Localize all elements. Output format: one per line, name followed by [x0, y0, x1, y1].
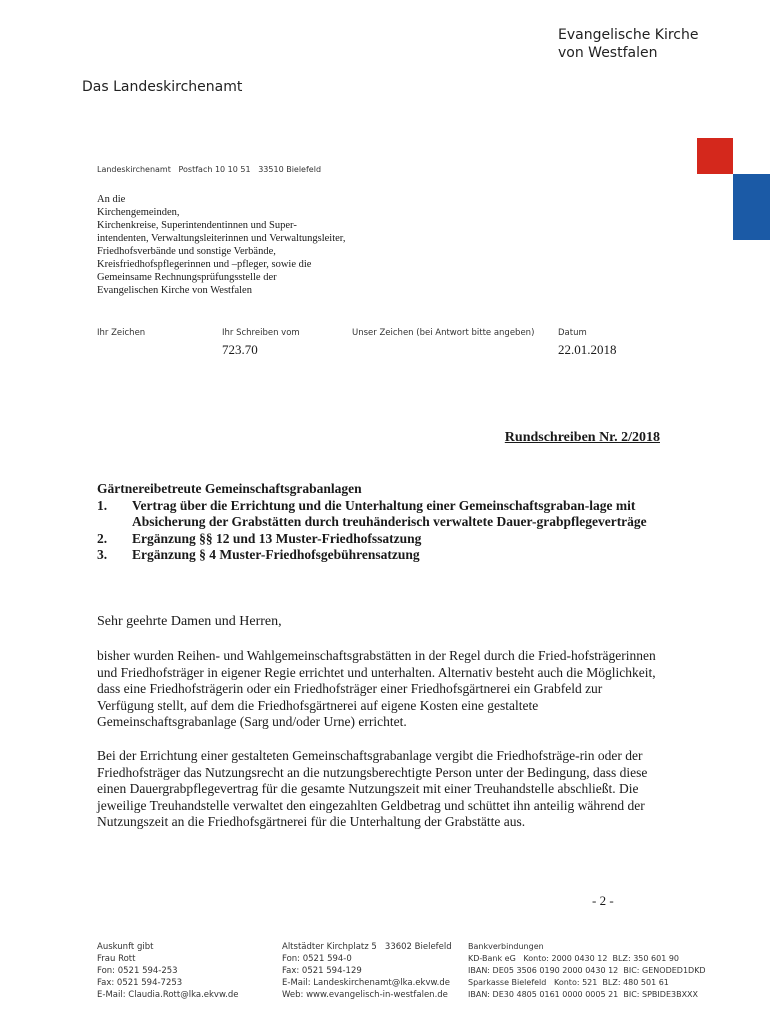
- footer-line: Bankverbindungen: [468, 942, 544, 951]
- sender-return-line: Landeskirchenamt Postfach 10 10 51 33510 Bielefeld: [97, 165, 322, 174]
- footer-line: Sparkasse Bielefeld Konto: 521 BLZ: 480 501 61: [468, 978, 669, 987]
- body-paragraph-2: Bei der Errichtung einer gestalteten Gemeinschaftsgrabanlage vergibt die Friedhofsträge-rin oder der Friedhofsträger das Nutzungsrecht an die nutzungsberechtigte Person unter der Bedingung, dass diese einen Dauergrabpflegevertrag für die gesamte Nutzungszeit mit einer Treuhandstelle abschließt. Die jeweilige Treuhandstelle verwaltet den eingezahlten Geldbetrag und schüttet ihn anteilig während der Nutzungszeit an die Friedhofsgärtnerei für die Unterhaltung der Grabstätte aus.: [97, 748, 648, 829]
- subject-item: [97, 531, 677, 548]
- address-line: Kreisfriedhofspflegerinnen und –pfleger, sowie die: [97, 259, 312, 270]
- footer-line: Fax: 0521 594-7253: [97, 978, 183, 988]
- address-line: Kirchenkreise, Superintendentinnen und Super-: [97, 220, 297, 231]
- footer-line: Fon: 0521 594-0: [282, 954, 352, 964]
- datum-label: Datum: [558, 328, 587, 338]
- address-line: Friedhofsverbände und sonstige Verbände,: [97, 246, 276, 257]
- footer-contact: [97, 941, 238, 1001]
- ihr-schreiben-label: Ihr Schreiben vom: [222, 328, 300, 338]
- unser-zeichen-label: Unser Zeichen (bei Antwort bitte angeben): [352, 328, 535, 338]
- organization-line-1: Evangelische Kirche: [558, 27, 699, 43]
- footer-line: Frau Rott: [97, 954, 136, 964]
- ihr-zeichen-label: Ihr Zeichen: [97, 328, 146, 338]
- address-line: An die: [97, 194, 126, 205]
- footer-line: Fax: 0521 594-129: [282, 966, 362, 976]
- address-line: Kirchengemeinden,: [97, 207, 180, 218]
- footer-line: KD-Bank eG Konto: 2000 0430 12 BLZ: 350 601 90: [468, 954, 680, 963]
- brand-red-square: [697, 138, 733, 174]
- footer-line: Fon: 0521 594-253: [97, 966, 178, 976]
- footer-line: Altstädter Kirchplatz 5 33602 Bielefeld: [282, 942, 452, 952]
- address-line: Evangelischen Kirche von Westfalen: [97, 285, 252, 296]
- footer-address: [282, 941, 452, 1001]
- datum-value: 22.01.2018: [558, 342, 617, 357]
- footer-line: Auskunft gibt: [97, 942, 154, 952]
- salutation: Sehr geehrte Damen und Herren,: [97, 614, 282, 629]
- subject-item-text: Ergänzung §§ 12 und 13 Muster-Friedhofssatzung: [132, 530, 422, 546]
- subject-heading: Gärtnereibetreute Gemeinschaftsgrabanlagen: [97, 481, 362, 496]
- organization-line-2: von Westfalen: [558, 45, 658, 61]
- subject-item-text: Vertrag über die Errichtung und die Unterhaltung einer Gemeinschaftsgraban-lage mit Absicherung der Grabstätten durch treuhänderisch verwaltete Dauer-grabpflegeverträge: [132, 497, 647, 529]
- footer-line: IBAN: DE30 4805 0161 0000 0005 21 BIC: SPBIDE3BXXX: [468, 990, 699, 999]
- office-name: Das Landeskirchenamt: [82, 79, 243, 95]
- footer-line: Web: www.evangelisch-in-westfalen.de: [282, 990, 448, 1000]
- subject-block: [97, 481, 677, 564]
- brand-blue-bar: [733, 174, 770, 240]
- recipient-address: [97, 193, 346, 297]
- footer-line: IBAN: DE05 3506 0190 2000 0430 12 BIC: GENODED1DKD: [468, 966, 706, 975]
- unser-zeichen-value: 723.70: [222, 342, 258, 357]
- subject-item-number: 3.: [97, 547, 108, 562]
- organization-name: [558, 26, 699, 62]
- subject-item-number: 1.: [97, 497, 108, 513]
- subject-item: [97, 547, 677, 564]
- footer-line: E-Mail: Landeskirchenamt@lka.ekvw.de: [282, 978, 450, 988]
- footer-line: E-Mail: Claudia.Rott@lka.ekvw.de: [97, 990, 239, 1000]
- subject-item-number: 2.: [97, 530, 108, 546]
- page-number: - 2 -: [592, 893, 614, 908]
- circular-title: Rundschreiben Nr. 2/2018: [504, 430, 660, 445]
- subject-item: [97, 498, 677, 531]
- subject-item-text: Ergänzung § 4 Muster-Friedhofsgebührensatzung: [132, 547, 420, 562]
- footer-bank: [468, 941, 706, 1001]
- address-line: intendenten, Verwaltungsleiterinnen und Verwaltungsleiter,: [97, 233, 346, 244]
- address-line: Gemeinsame Rechnungsprüfungsstelle der: [97, 272, 277, 283]
- body-paragraph-1: bisher wurden Reihen- und Wahlgemeinschaftsgrabstätten in der Regel durch die Fried-hofsträgerinnen und Friedhofsträger in eigener Regie errichtet und unterhalten. Alternativ besteht auch die Möglichkeit, dass eine Friedhofsträgerin oder ein Friedhofsträger einer Friedhofsgärtnerei ein Grabfeld zur Verfügung stellt, auf dem die Friedhofsgärtnerei auf eigene Kosten eine gestaltete Gemeinschaftsgrabanlage (Sarg und/oder Urne) errichtet.: [97, 648, 656, 729]
